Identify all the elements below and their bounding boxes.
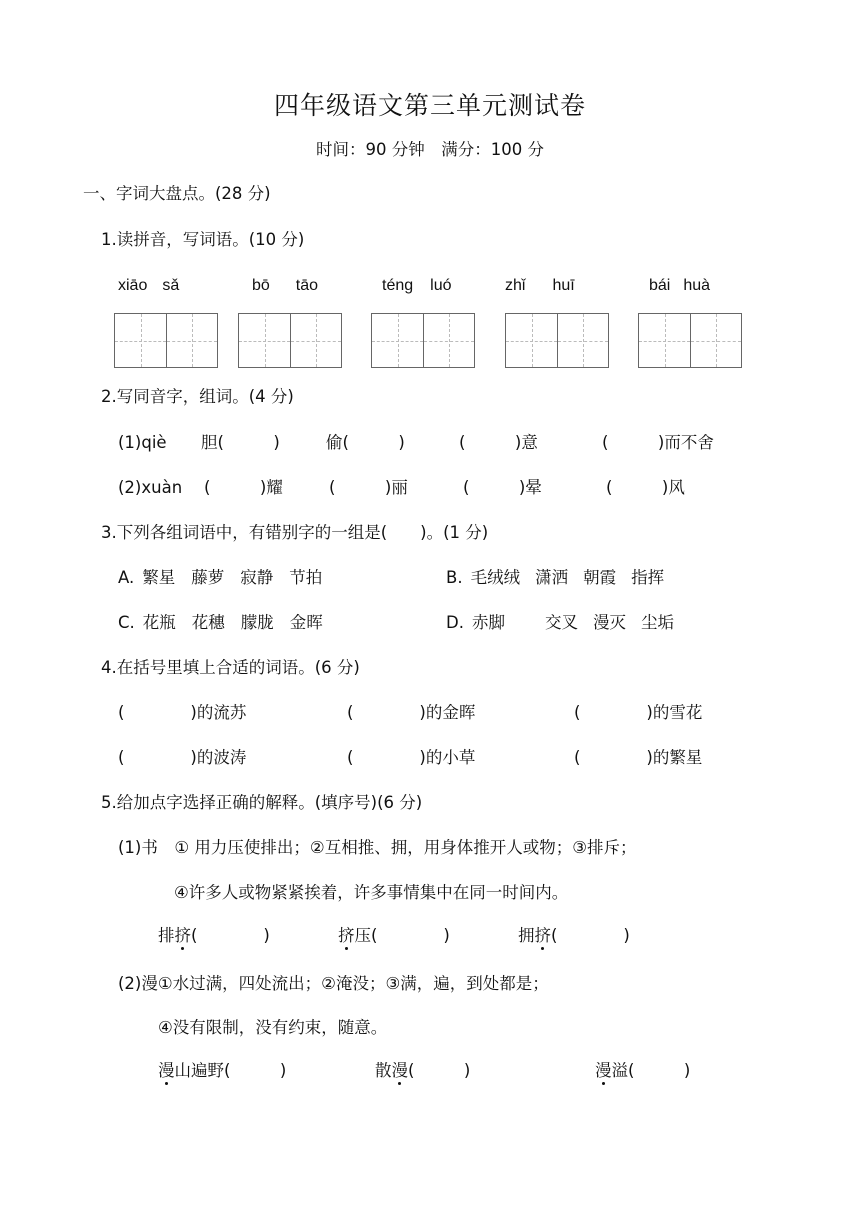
pinyin-word: xiāo sǎ [118,277,180,294]
q2-item[interactable]: ( )而不舍 [602,433,714,452]
exam-info: 时间：90 分钟 满分：100 分 [316,140,544,159]
q2-item[interactable]: 偷( ) [326,433,405,452]
q5-label: 5.给加点字选择正确的解释。(填序号)(6 分) [101,793,423,812]
q2-item[interactable]: 胆( ) [201,433,280,452]
writing-grid[interactable] [638,313,742,368]
option-c[interactable]: C. 花瓶 花穗 朦胧 金晖 [118,613,323,632]
q5-sub2-definitions-cont: ④没有限制，没有约束，随意。 [158,1018,388,1037]
writing-grid[interactable] [505,313,609,368]
pinyin-word: bái huà [649,277,711,294]
q2-item[interactable]: ( )耀 [204,478,283,497]
q2-item[interactable]: ( )风 [606,478,685,497]
q5-item[interactable]: 拥挤( ) [518,926,630,945]
option-d[interactable]: D. 赤脚 交叉 漫灭 尘垢 [446,613,674,632]
q2-item[interactable]: ( )丽 [329,478,408,497]
writing-grid[interactable] [114,313,218,368]
q1-label: 1.读拼音，写词语。(10 分) [101,230,305,249]
option-a[interactable]: A. 繁星 藤萝 寂静 节拍 [118,568,323,587]
pinyin-word: téng luó [382,277,452,294]
q2-item[interactable]: ( )意 [459,433,538,452]
q5-item[interactable]: 漫山遍野( ) [158,1061,287,1080]
q4-blank[interactable]: ( )的小草 [347,748,476,767]
q2-label: 2.写同音字，组词。(4 分) [101,387,294,406]
q4-blank[interactable]: ( )的波涛 [118,748,247,767]
q5-item[interactable]: 挤压( ) [338,926,450,945]
writing-grid[interactable] [238,313,342,368]
page-title: 四年级语文第三单元测试卷 [273,91,586,120]
pinyin-word: bō tāo [252,277,319,294]
q4-blank[interactable]: ( )的流苏 [118,703,247,722]
q5-item[interactable]: 排挤( ) [158,926,270,945]
q5-sub1-definitions: (1)书 ① 用力压使排出；②互相推、拥，用身体推开人或物；③排斥； [118,838,637,857]
q2-prefix: (2)xuàn [118,478,183,497]
option-b[interactable]: B. 毛绒绒 潇洒 朝霞 指挥 [446,568,665,587]
q2-item[interactable]: ( )晕 [463,478,542,497]
q4-blank[interactable]: ( )的繁星 [574,748,703,767]
q5-sub1-definitions-cont: ④许多人或物紧紧挨着，许多事情集中在同一时间内。 [174,883,569,902]
pinyin-word: zhǐ huī [505,277,575,294]
q2-prefix: (1)qiè [118,433,167,452]
q4-label: 4.在括号里填上合适的词语。(6 分) [101,658,360,677]
q5-item[interactable]: 漫溢( ) [595,1061,691,1080]
writing-grid[interactable] [371,313,475,368]
q3-label: 3.下列各组词语中，有错别字的一组是( )。(1 分) [101,523,489,542]
q4-blank[interactable]: ( )的金晖 [347,703,476,722]
q5-item[interactable]: 散漫( ) [375,1061,471,1080]
q5-sub2-definitions: (2)漫①水过满，四处流出；②淹没；③满，遍，到处都是； [118,974,549,993]
section-heading: 一、字词大盘点。(28 分) [83,184,271,203]
q4-blank[interactable]: ( )的雪花 [574,703,703,722]
